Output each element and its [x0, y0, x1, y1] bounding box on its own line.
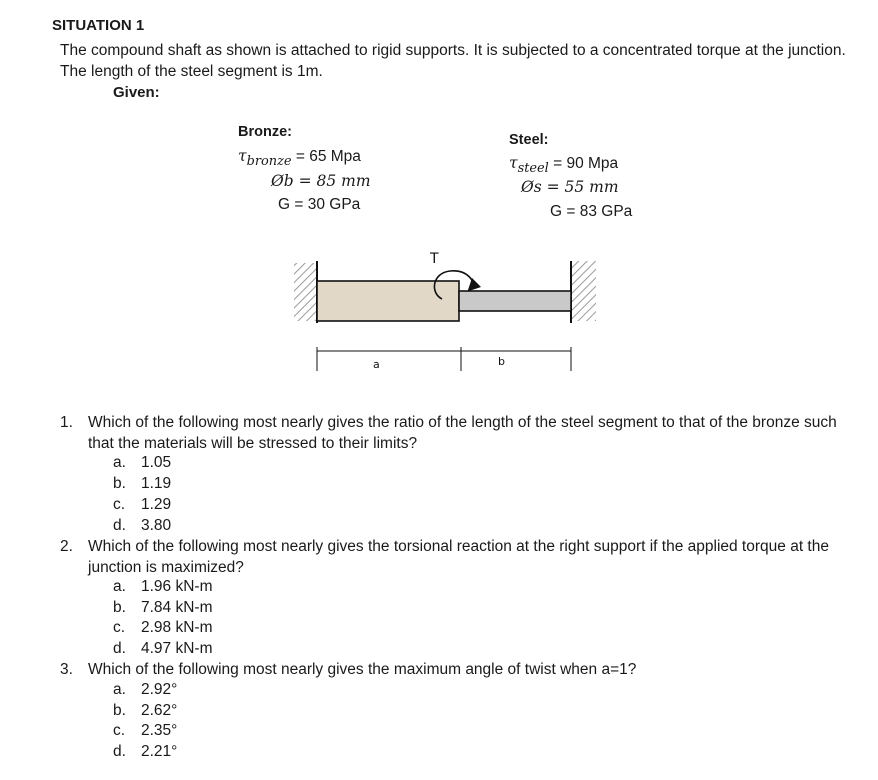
choice-1a: a. 1.05 — [113, 454, 172, 471]
choice-2c: c. 2.98 kN-m — [113, 619, 213, 636]
steel-diameter — [521, 178, 619, 197]
tau-symbol: τ — [238, 147, 247, 165]
tau-subscript: steel — [517, 161, 549, 177]
compound-shaft-diagram — [280, 245, 610, 380]
situation-title: SITUATION 1 — [52, 17, 145, 34]
tau-value: = 90 Mpa — [548, 155, 619, 172]
question-1 — [60, 413, 860, 455]
choice-3d: d. 2.21° — [113, 743, 178, 760]
bronze-modulus: G = 30 GPa — [278, 196, 361, 213]
tau-value: = 65 Mpa — [291, 148, 361, 165]
question-3 — [60, 660, 860, 682]
bronze-heading: Bronze: — [238, 124, 292, 140]
steel-modulus: G = 83 GPa — [550, 203, 633, 220]
choice-1d: d. 3.80 — [113, 517, 172, 534]
question-number: 2. — [60, 538, 73, 555]
right-support-hatch — [572, 261, 596, 321]
question-number: 1. — [60, 414, 73, 431]
dimension-a-label: a — [373, 358, 380, 371]
tau-symbol: τ — [509, 154, 518, 172]
diameter-value: = 55 mm — [541, 178, 619, 196]
diameter-label: Øb — [271, 172, 294, 190]
left-support-hatch — [294, 263, 316, 321]
bronze-diameter — [271, 172, 371, 191]
question-2 — [60, 537, 860, 579]
choice-3b: b. 2.62° — [113, 702, 178, 719]
bronze-shear-stress — [238, 147, 361, 169]
steel-shear-stress — [509, 154, 618, 176]
choice-1b: b. 1.19 — [113, 475, 172, 492]
choice-2b: b. 7.84 kN-m — [113, 599, 213, 616]
question-text: Which of the following most nearly gives the ratio of the length of the steel segment to that of the bronze such that the materials will be stressed to their limits? — [88, 414, 837, 452]
diameter-label: Øs — [521, 178, 542, 196]
choice-3a: a. 2.92° — [113, 681, 178, 698]
choice-1c: c. 1.29 — [113, 496, 172, 513]
torque-label: T — [430, 251, 439, 267]
dimension-b-label: b — [498, 355, 505, 368]
bronze-segment — [317, 281, 459, 321]
given-label: Given: — [113, 84, 160, 101]
problem-statement: The compound shaft as shown is attached to rigid supports. It is subjected to a concentrated torque at the junction. The length of the steel segment is 1m. — [60, 42, 846, 80]
question-number: 3. — [60, 661, 73, 678]
steel-segment — [459, 291, 571, 311]
question-text: Which of the following most nearly gives the torsional reaction at the right support if the applied torque at the junction is maximized? — [88, 538, 829, 576]
tau-subscript: bronze — [246, 154, 292, 170]
steel-heading: Steel: — [509, 132, 549, 148]
choice-3c: c. 2.35° — [113, 722, 178, 739]
choice-2d: d. 4.97 kN-m — [113, 640, 213, 657]
diameter-value: = 85 mm — [293, 172, 371, 190]
question-text: Which of the following most nearly gives the maximum angle of twist when a=1? — [88, 661, 637, 678]
choice-2a: a. 1.96 kN-m — [113, 578, 213, 595]
